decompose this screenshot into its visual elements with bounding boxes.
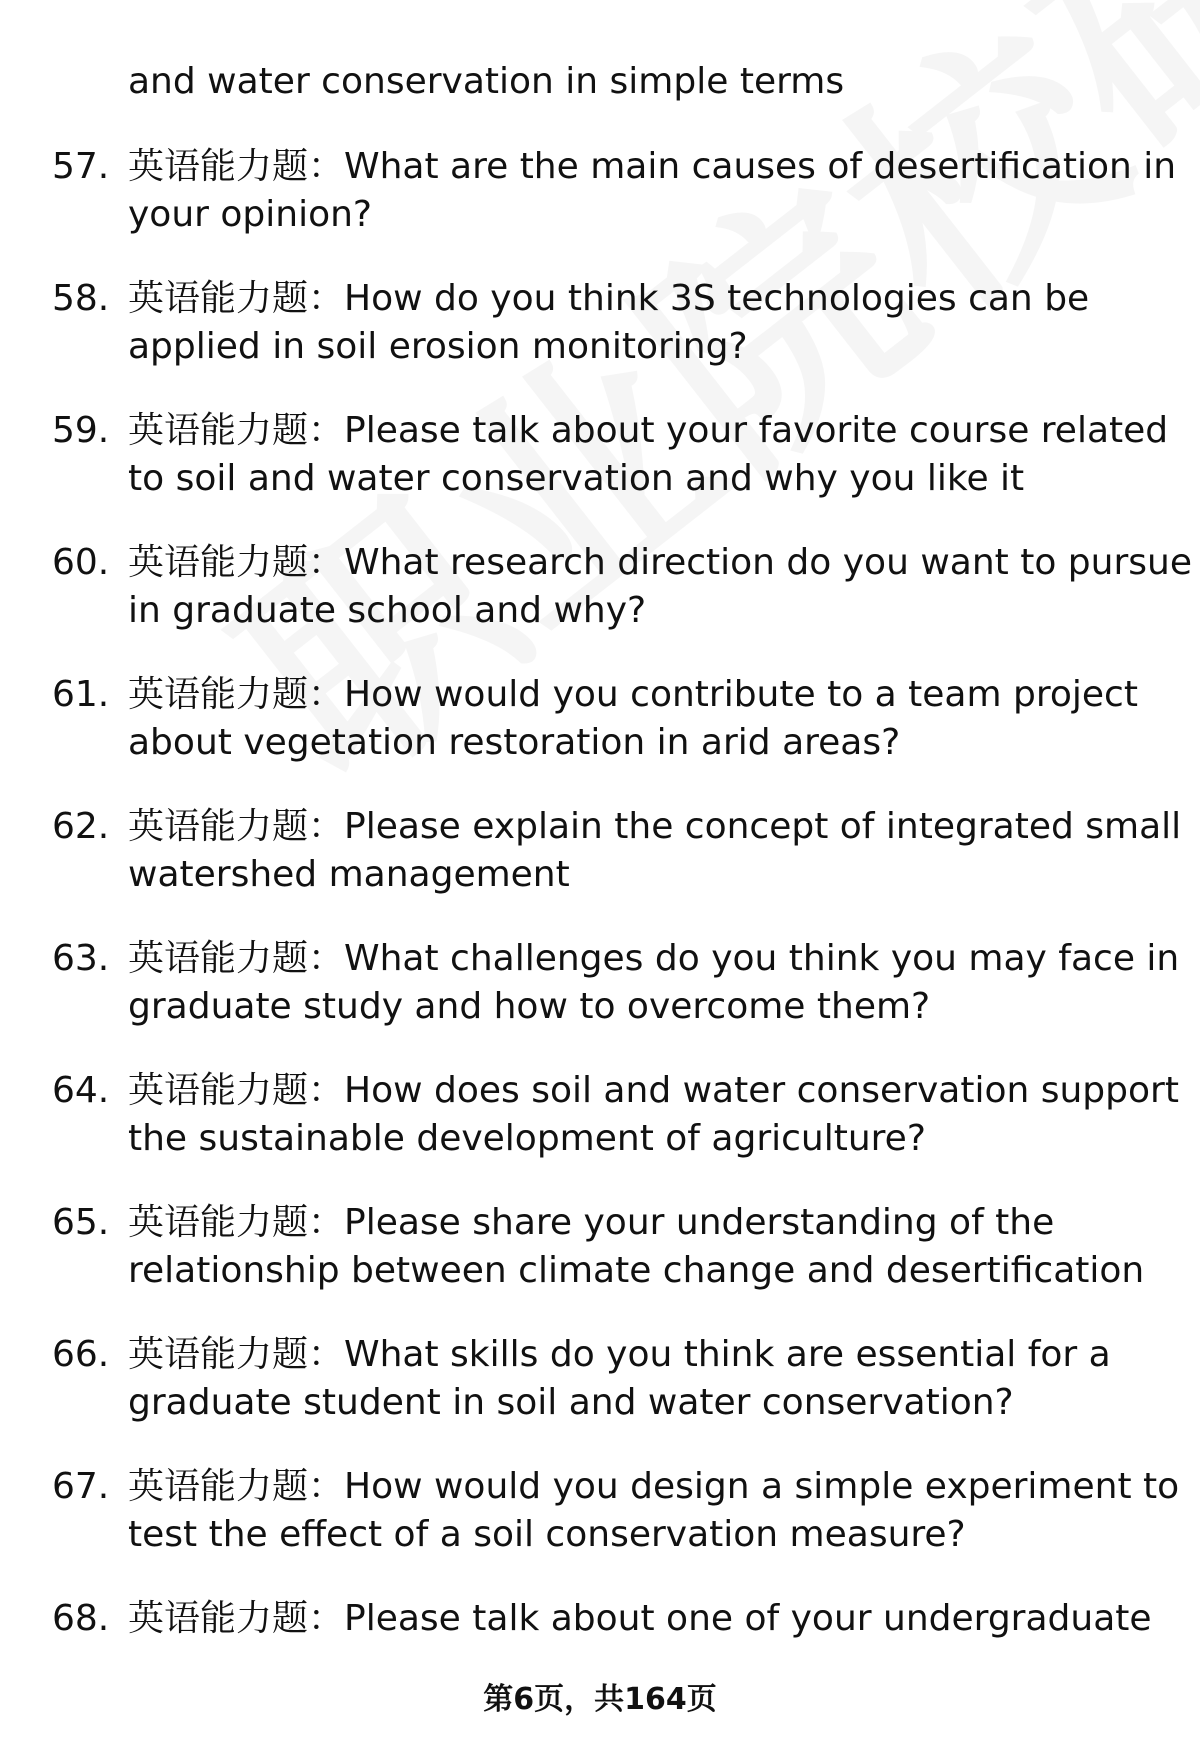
question-text	[128, 1067, 1179, 1163]
question-item	[52, 935, 1180, 1067]
question-list	[52, 143, 1192, 1727]
question-text	[128, 935, 1180, 1031]
question-line: 英语能力题：How would you contribute to a team project	[128, 674, 1138, 715]
question-number: 59.	[52, 410, 110, 451]
continuation-line: and water conservation in simple terms	[128, 61, 845, 102]
question-number: 62.	[52, 806, 110, 847]
question-text	[128, 671, 1168, 767]
question-line: 英语能力题：What are the main causes of desertification in	[128, 146, 1177, 187]
question-number: 57.	[52, 146, 110, 187]
question-item	[52, 1067, 1179, 1199]
question-line: 英语能力题：What research direction do you want to pursue	[128, 542, 1192, 583]
question-number: 61.	[52, 674, 110, 715]
question-item	[52, 275, 1162, 407]
question-text	[128, 407, 1168, 503]
question-text	[128, 1331, 1168, 1427]
question-line: 英语能力题：Please share your understanding of the	[128, 1202, 1055, 1243]
question-line: 英语能力题：Please talk about one of your undergraduate	[128, 1598, 1152, 1639]
question-line: relationship between climate change and desertification	[128, 1250, 1145, 1291]
question-line: 英语能力题：Please explain the concept of integrated small	[128, 806, 1182, 847]
question-line: 英语能力题：Please talk about your favorite course related	[128, 410, 1169, 451]
question-line: the sustainable development of agriculture?	[128, 1118, 926, 1159]
question-item	[52, 671, 1162, 803]
question-text	[128, 539, 1192, 635]
question-text	[128, 275, 1168, 371]
question-line: to soil and water conservation and why you like it	[128, 458, 1025, 499]
question-line: about vegetation restoration in arid areas?	[128, 722, 901, 763]
question-number: 65.	[52, 1202, 110, 1243]
question-number: 63.	[52, 938, 110, 979]
question-line: applied in soil erosion monitoring?	[128, 326, 748, 367]
question-line: 英语能力题：How would you design a simple experiment to	[128, 1466, 1180, 1507]
question-line: in graduate school and why?	[128, 590, 647, 631]
question-text	[128, 1199, 1168, 1295]
question-text	[128, 1463, 1180, 1559]
question-number: 58.	[52, 278, 110, 319]
question-number: 60.	[52, 542, 110, 583]
question-line: graduate student in soil and water conservation?	[128, 1382, 1014, 1423]
question-line: test the effect of a soil conservation measure?	[128, 1514, 966, 1555]
question-number: 64.	[52, 1070, 110, 1111]
question-text	[128, 143, 1177, 239]
question-item	[52, 803, 1182, 935]
question-line: watershed management	[128, 854, 570, 895]
question-line: 英语能力题：What challenges do you think you may face in	[128, 938, 1180, 979]
question-text	[128, 1595, 1168, 1643]
question-text	[128, 803, 1182, 899]
page-footer: 第6页，共164页	[483, 1682, 717, 1717]
question-number: 66.	[52, 1334, 110, 1375]
question-item	[52, 1199, 1162, 1331]
question-item	[52, 407, 1169, 539]
question-item	[52, 143, 1177, 275]
question-number: 67.	[52, 1466, 110, 1507]
question-number: 68.	[52, 1598, 110, 1639]
question-line: 英语能力题：How does soil and water conservation support	[128, 1070, 1179, 1111]
question-item	[52, 1331, 1162, 1463]
question-item	[52, 1463, 1180, 1595]
question-line: 英语能力题：How do you think 3S technologies can be	[128, 278, 1090, 319]
question-item	[52, 539, 1192, 671]
question-line: graduate study and how to overcome them?	[128, 986, 931, 1027]
question-line: 英语能力题：What skills do you think are essential for a	[128, 1334, 1111, 1375]
question-line: your opinion?	[128, 194, 373, 235]
